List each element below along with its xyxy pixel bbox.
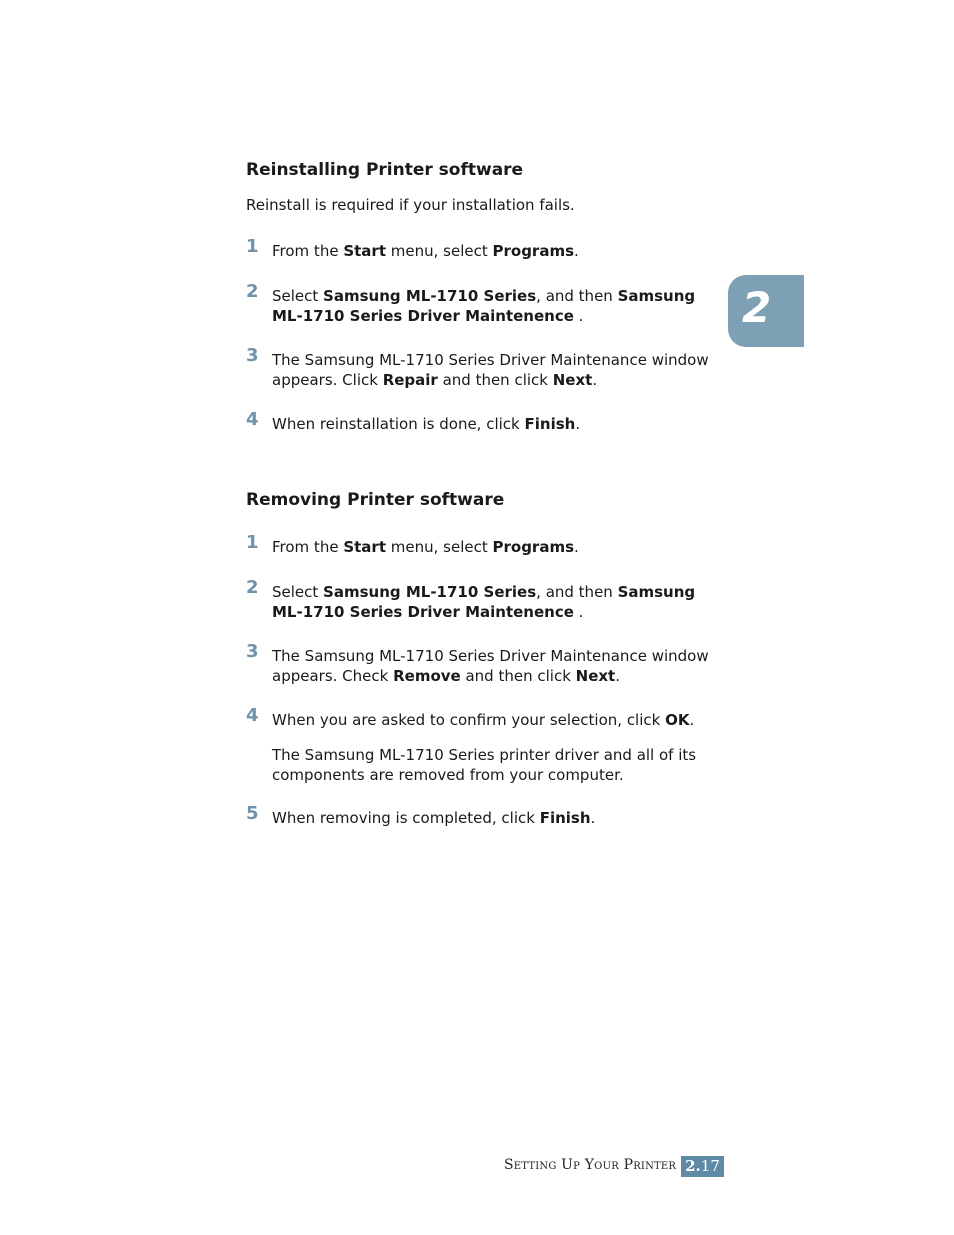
step-number: 2 bbox=[246, 281, 259, 302]
step-number: 1 bbox=[246, 236, 259, 257]
page-number: 17 bbox=[700, 1157, 720, 1175]
page-number-box bbox=[681, 1156, 724, 1177]
step-text: When removing is completed, click Finish. bbox=[272, 809, 596, 827]
step-number: 3 bbox=[246, 641, 259, 662]
remove-step bbox=[246, 577, 716, 622]
remove-step bbox=[246, 532, 716, 557]
reinstall-step bbox=[246, 409, 716, 434]
footer-section-label: Setting Up Your Printer bbox=[504, 1157, 677, 1173]
step-text: From the Start menu, select Programs. bbox=[272, 242, 579, 260]
step-text: When reinstallation is done, click Finish. bbox=[272, 415, 581, 433]
remove-step bbox=[246, 641, 716, 686]
reinstall-step bbox=[246, 236, 716, 261]
step-text: The Samsung ML-1710 Series Driver Maintenance window appears. Check Remove and then click Next. bbox=[272, 647, 709, 685]
step-text: Select Samsung ML-1710 Series, and then Samsung ML-1710 Series Driver Maintenence . bbox=[272, 583, 696, 621]
chapter-number: 2 bbox=[742, 283, 772, 332]
reinstall-intro: Reinstall is required if your installation fails. bbox=[246, 196, 575, 214]
step-text: Select Samsung ML-1710 Series, and then Samsung ML-1710 Series Driver Maintenence . bbox=[272, 287, 696, 325]
step-number: 1 bbox=[246, 532, 259, 553]
remove-step bbox=[246, 705, 716, 730]
step-text: From the Start menu, select Programs. bbox=[272, 538, 579, 556]
remove-step bbox=[246, 803, 716, 828]
step-number: 4 bbox=[246, 705, 259, 726]
step-number: 2 bbox=[246, 577, 259, 598]
reinstall-step bbox=[246, 345, 716, 390]
reinstall-step bbox=[246, 281, 716, 326]
step-number: 4 bbox=[246, 409, 259, 430]
step-text: When you are asked to confirm your selection, click OK. bbox=[272, 711, 695, 729]
reinstall-heading: Reinstalling Printer software bbox=[246, 160, 524, 180]
remove-heading: Removing Printer software bbox=[246, 490, 505, 510]
step-number: 5 bbox=[246, 803, 259, 824]
step-number: 3 bbox=[246, 345, 259, 366]
page-chapter: 2. bbox=[685, 1157, 701, 1175]
step-text: The Samsung ML-1710 Series Driver Maintenance window appears. Click Repair and then click Next. bbox=[272, 351, 709, 389]
remove-note: The Samsung ML-1710 Series printer driver and all of its components are removed from your computer. bbox=[272, 746, 697, 784]
